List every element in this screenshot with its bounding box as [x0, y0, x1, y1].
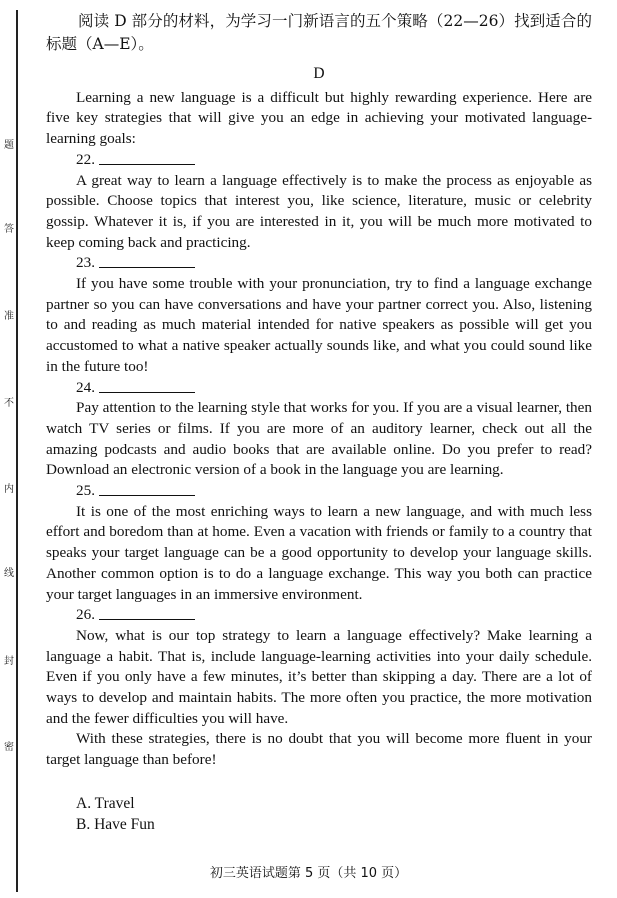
question-number: 26. — [76, 606, 95, 624]
question-24-line — [46, 378, 592, 399]
page-content — [46, 10, 592, 836]
side-mark: 准 — [4, 311, 14, 322]
side-mark: 不 — [4, 398, 14, 409]
side-mark: 线 — [4, 568, 14, 579]
question-22-text: A great way to learn a language effectively is to make the process as enjoyable as possible. Choose topics that interest you, like science, literature, music or celebrity gossip. Whatever it is, if you are interested in it, you will be much more motivated to keep coming back and practicing. — [46, 171, 592, 251]
answer-blank — [99, 378, 195, 393]
answer-blank — [99, 253, 195, 268]
question-26-text: Now, what is our top strategy to learn a language effectively? Make learning a language a habit. That is, include language-learning activities into your daily schedule. Even if you only have a few minutes, it’s better than skipping a day. There are a lot of ways to develop and maintain habits. The more often you practice, the more motivation and the fewer difficulties you will have. — [46, 626, 592, 727]
section-label: D — [313, 65, 325, 82]
side-mark: 封 — [4, 656, 14, 667]
question-25-line — [46, 481, 592, 502]
side-mark: 题 — [4, 140, 14, 151]
question-23-text: If you have some trouble with your pronunciation, try to find a language exchange partner so you can have conversations and have your partner correct you. Also, listening to and reading as much material intended for native speakers as possible will get you accustomed to what a native speaker actually sounds like, and what you could sound like in the future too! — [46, 275, 592, 375]
question-26-line — [46, 605, 592, 626]
section-instruction: 阅读 D 部分的材料，为学习一门新语言的五个策略（22—26）找到适合的标题（A—E）。 — [46, 12, 592, 53]
binding-side-marks — [2, 0, 16, 898]
page-footer: 初三英语试题第 5 页（共 10 页） — [209, 866, 408, 881]
side-mark: 密 — [4, 742, 14, 753]
conclusion-paragraph: With these strategies, there is no doubt that you will become more fluent in your target language than before! — [46, 730, 592, 769]
question-number: 23. — [76, 254, 95, 272]
question-23-line — [46, 253, 592, 274]
answer-blank — [99, 481, 195, 496]
options-list — [46, 793, 592, 836]
question-number: 25. — [76, 482, 95, 500]
question-number: 24. — [76, 378, 95, 396]
side-mark: 内 — [4, 484, 14, 495]
binding-line — [16, 10, 18, 892]
answer-blank — [99, 150, 195, 165]
option-a: A. Travel — [76, 794, 135, 812]
intro-paragraph: Learning a new language is a difficult but highly rewarding experience. Here are five key strategies that will give you an edge in achieving your motivated language-learning goals: — [46, 88, 592, 148]
answer-blank — [99, 605, 195, 620]
question-24-text: Pay attention to the learning style that works for you. If you are a visual learner, then watch TV series or films. If you are more of an auditory learner, check out all the amazing podcasts and audio books that are available online. Do you prefer to read? Download an electronic version of a book in the language you are learning. — [46, 399, 592, 479]
side-mark: 答 — [4, 224, 14, 235]
question-25-text: It is one of the most enriching ways to learn a new language, and with much less effort and boredom than at home. Even a vacation with friends or family to a country that speaks your target language can be a good opportunity to develop your language skills. Another common option is to do a language exchange. This way you both can practice your target languages in an immersive environment. — [46, 502, 592, 603]
question-22-line — [46, 150, 592, 171]
option-b: B. Have Fun — [76, 816, 155, 834]
question-number: 22. — [76, 150, 95, 168]
